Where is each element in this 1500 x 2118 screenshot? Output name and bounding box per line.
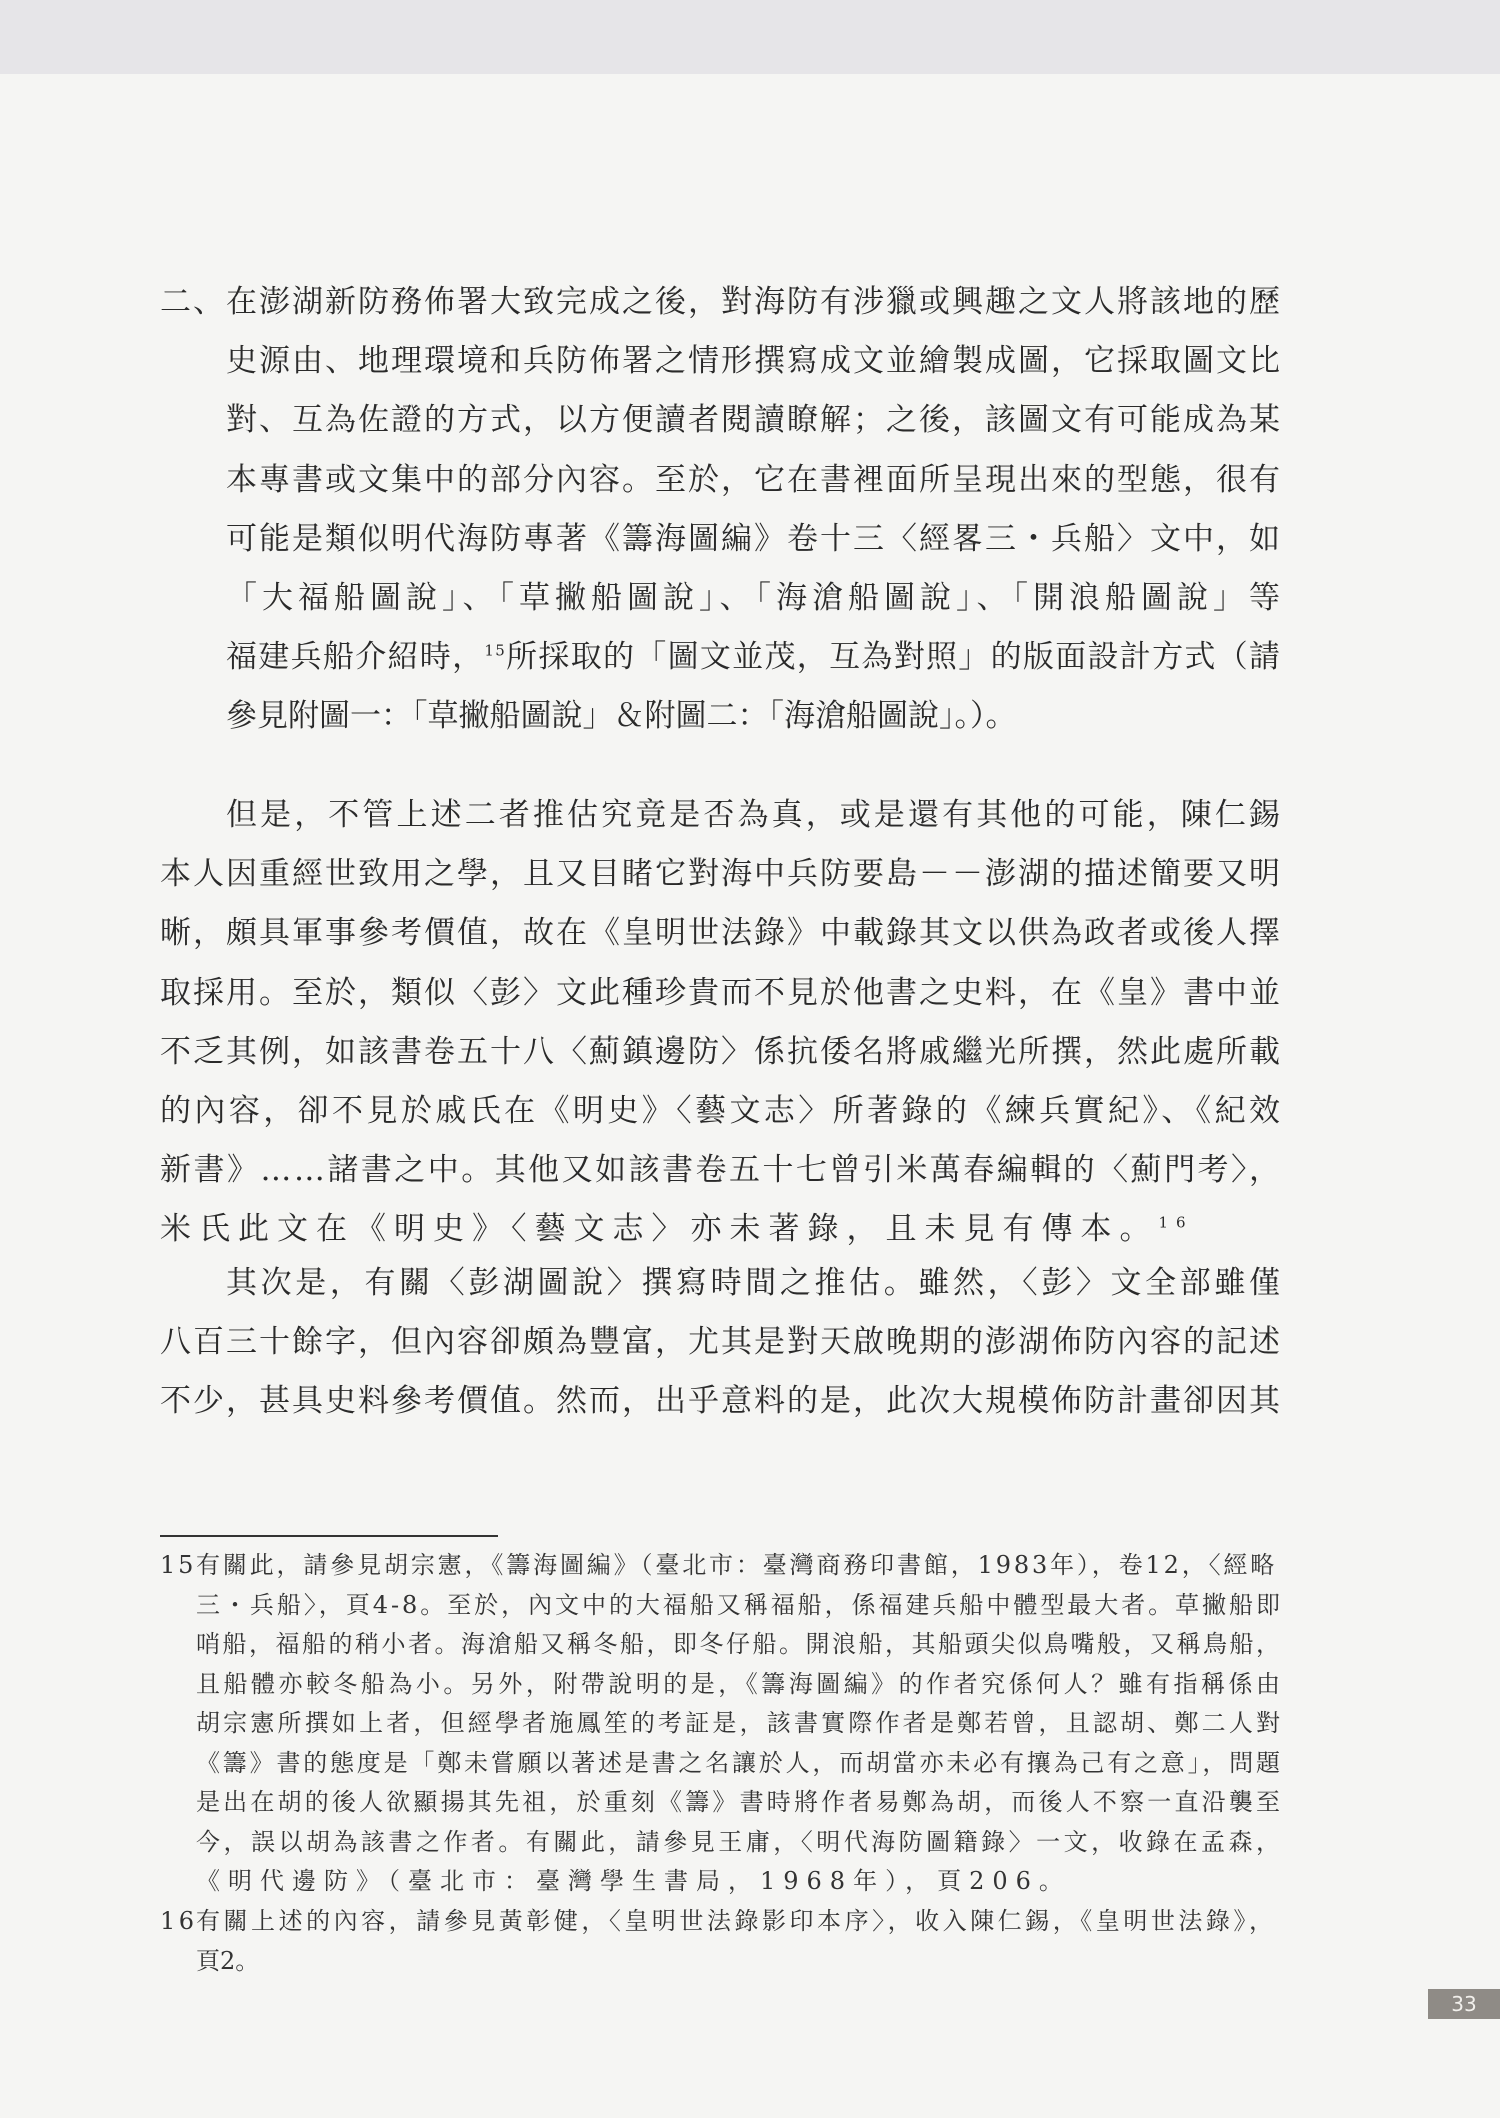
text-line: 不少，甚具史料參考價值。然而，出乎意料的是，此次大規模佈防計畫卻因其 bbox=[160, 1383, 1282, 1420]
text-line: 取採用。至於，類似〈彭〉文此種珍貴而不見於他書之史料，在《皇》書中並 bbox=[160, 974, 1282, 1011]
text-line: 本人因重經世致用之學，且又目睹它對海中兵防要島－－澎湖的描述簡要又明 bbox=[160, 856, 1282, 893]
footnote-text: 有關上述的內容，請參見黃彰健，〈皇明世法錄影印本序〉，收入陳仁錫，《皇明世法錄》， bbox=[196, 1907, 1277, 1935]
footnote-line: 頁2。 bbox=[196, 1946, 260, 1975]
text-line: 其次是，有關〈彭湖圖說〉撰寫時間之推估。雖然，〈彭〉文全部雖僅 bbox=[226, 1265, 1284, 1301]
text-line: 可能是類似明代海防專著《籌海圖編》卷十三〈經畧三・兵船〉文中，如 bbox=[226, 520, 1282, 557]
footnote-line: 且船體亦較冬船為小。另外，附帶說明的是，《籌海圖編》的作者究係何人？雖有指稱係由 bbox=[196, 1669, 1284, 1698]
text-line: 的內容，卻不見於戚氏在《明史》〈藝文志〉所著錄的《練兵實紀》、《紀效 bbox=[160, 1093, 1284, 1130]
scan-top-band bbox=[0, 0, 1500, 74]
footnote-16 bbox=[160, 1902, 1280, 1981]
footnote-ref-16[interactable]: 16 bbox=[1158, 1214, 1194, 1233]
footnote-number: 15 bbox=[160, 1551, 197, 1579]
text-line: 不乏其例，如該書卷五十八〈薊鎮邊防〉係抗倭名將戚繼光所撰，然此處所載 bbox=[160, 1033, 1282, 1070]
footnote-15 bbox=[160, 1546, 1284, 1902]
text-line: 本專書或文集中的部分內容。至於，它在書裡面所呈現出來的型態，很有 bbox=[226, 461, 1282, 498]
text-segment: 米氏此文在《明史》〈藝文志〉亦未著錄，且未見有傳本。 bbox=[160, 1211, 1159, 1248]
page-number: 33 bbox=[1428, 1989, 1500, 2019]
footnote-ref-15[interactable]: 15 bbox=[484, 641, 507, 660]
section-two bbox=[160, 273, 1285, 747]
text-line: 新書》……諸書之中。其他又如該書卷五十七曾引米萬春編輯的〈薊門考〉， bbox=[160, 1152, 1283, 1189]
text-line: 二、在澎湖新防務佈署大致完成之後，對海防有涉獵或興趣之文人將該地的歷 bbox=[160, 284, 1282, 320]
footnote-line bbox=[160, 1546, 1280, 1586]
paragraph-but bbox=[160, 786, 1284, 1260]
footnote-line bbox=[160, 1902, 1280, 1942]
footnote-line: 胡宗憲所撰如上者，但經學者施鳳笙的考証是，該書實際作者是鄭若曾，且認胡、鄭二人對 bbox=[196, 1709, 1284, 1737]
text-segment: 所採取的「圖文並茂，互為對照」的版面設計方式（請 bbox=[506, 639, 1282, 676]
footnote-line: 三・兵船〉，頁4-8。至於，內文中的大福船又稱福船，係福建兵船中體型最大者。草撇船即 bbox=[196, 1590, 1283, 1619]
footnote-line: 《明代邊防》（臺北市：臺灣學生書局，1968年），頁206。 bbox=[196, 1867, 1071, 1895]
text-line: 「大福船圖說」、「草撇船圖說」、「海滄船圖說」、「開浪船圖說」等 bbox=[226, 580, 1285, 617]
footnote-line: 是出在胡的後人欲顯揚其先祖，於重刻《籌》書時將作者易鄭為胡，而後人不察一直沿襲至 bbox=[196, 1788, 1284, 1816]
footnote-line: 《籌》書的態度是「鄭未嘗願以著述是書之名讓於人，而胡當亦未必有攘為己有之意」，問題 bbox=[196, 1748, 1283, 1777]
text-line: 參見附圖一：「草撇船圖說」＆附圖二：「海滄船圖說」。）。 bbox=[226, 698, 1017, 735]
footnote-text: 有關此，請參見胡宗憲，《籌海圖編》（臺北市：臺灣商務印書館，1983年），卷12，〈經略 bbox=[196, 1551, 1278, 1579]
text-line: 但是，不管上述二者推估究竟是否為真，或是還有其他的可能，陳仁錫 bbox=[226, 797, 1284, 833]
text-line bbox=[160, 1200, 1280, 1259]
footnote-divider bbox=[160, 1535, 498, 1537]
footnote-line: 今，誤以胡為該書之作者。有關此，請參見王庸，〈明代海防圖籍錄〉一文，收錄在孟森， bbox=[196, 1827, 1284, 1856]
text-line: 史源由、地理環境和兵防佈署之情形撰寫成文並繪製成圖，它採取圖文比 bbox=[226, 343, 1282, 380]
footnote-number: 16 bbox=[160, 1907, 198, 1935]
footnote-line: 哨船，福船的稍小者。海滄船又稱冬船，即冬仔船。開浪船，其船頭尖似鳥嘴般，又稱鳥船， bbox=[196, 1630, 1283, 1658]
text-segment: 福建兵船介紹時， bbox=[226, 639, 485, 676]
text-line: 八百三十餘字，但內容卻頗為豐富，尤其是對天啟晚期的澎湖佈防內容的記述 bbox=[160, 1324, 1282, 1361]
text-line bbox=[160, 628, 1280, 687]
text-line: 晰，頗具軍事參考價值，故在《皇明世法錄》中載錄其文以供為政者或後人擇 bbox=[160, 915, 1282, 952]
paragraph-second bbox=[160, 1254, 1284, 1432]
text-line: 對、互為佐證的方式，以方便讀者閱讀瞭解；之後，該圖文有可能成為某 bbox=[226, 402, 1282, 439]
